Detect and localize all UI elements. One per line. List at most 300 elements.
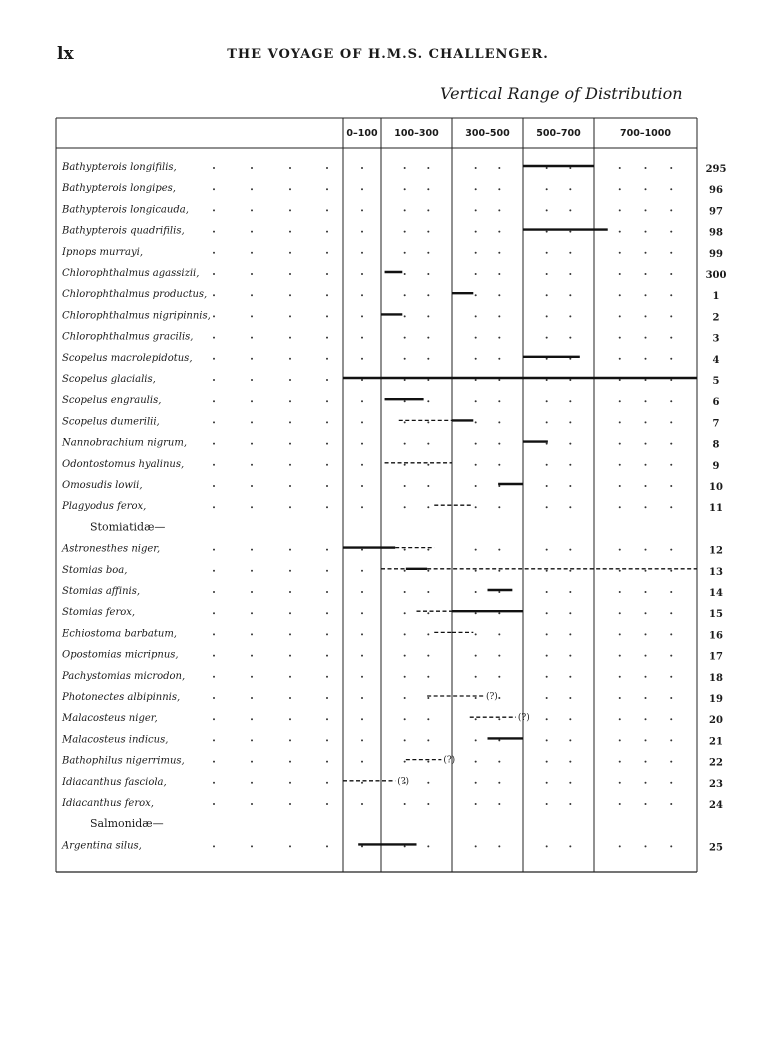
leader-dot <box>546 761 548 763</box>
row-number: 24 <box>709 800 723 811</box>
row-number: 22 <box>709 757 723 769</box>
leader-dot <box>404 570 406 572</box>
leader-dot <box>569 294 571 296</box>
leader-dot <box>427 294 429 296</box>
leader-dot <box>619 294 621 296</box>
leader-dot <box>251 803 253 805</box>
leader-dot <box>427 252 429 254</box>
leader-dot <box>427 464 429 466</box>
leader-dot <box>326 379 328 381</box>
leader-dot <box>498 400 500 402</box>
leader-dot <box>569 782 571 784</box>
leader-dot <box>670 252 672 254</box>
leader-dot <box>619 803 621 805</box>
leader-dot <box>475 443 477 445</box>
leader-dot <box>498 676 500 678</box>
leader-dot <box>619 782 621 784</box>
leader-dot <box>289 188 291 190</box>
leader-dot <box>326 209 328 211</box>
leader-dot <box>670 337 672 339</box>
leader-dot <box>569 485 571 487</box>
leader-dot <box>498 337 500 339</box>
column-headers <box>346 128 671 139</box>
leader-dot <box>427 655 429 657</box>
leader-dot <box>645 273 647 275</box>
leader-dot <box>546 633 548 635</box>
leader-dot <box>361 845 363 847</box>
leader-dot <box>569 676 571 678</box>
leader-dot <box>670 633 672 635</box>
leader-dot <box>670 443 672 445</box>
leader-dot <box>289 612 291 614</box>
species-name: Chlorophthalmus nigripinnis, <box>62 310 211 322</box>
leader-dot <box>361 337 363 339</box>
leader-dot <box>569 315 571 317</box>
leader-dot <box>475 655 477 657</box>
column-header: 700–1000 <box>619 128 672 139</box>
leader-dot <box>475 485 477 487</box>
leader-dot <box>251 337 253 339</box>
leader-dot <box>475 612 477 614</box>
leader-dot <box>251 315 253 317</box>
leader-dot <box>289 845 291 847</box>
leader-dot <box>289 485 291 487</box>
leader-dot <box>289 167 291 169</box>
species-row <box>62 353 720 366</box>
leader-dot <box>670 803 672 805</box>
row-number: 6 <box>712 397 720 409</box>
leader-dot <box>404 231 406 233</box>
leader-dot <box>670 591 672 593</box>
leader-dot <box>361 231 363 233</box>
leader-dot <box>404 209 406 211</box>
leader-dot <box>251 464 253 466</box>
leader-dot <box>475 421 477 423</box>
leader-dot <box>404 655 406 657</box>
leader-dot <box>361 570 363 572</box>
leader-dot <box>404 739 406 741</box>
leader-dot <box>326 739 328 741</box>
leader-dot <box>427 167 429 169</box>
leader-dot <box>645 697 647 699</box>
leader-dot <box>427 782 429 784</box>
leader-dot <box>475 633 477 635</box>
leader-dot <box>475 337 477 339</box>
leader-dot <box>326 443 328 445</box>
leader-dot <box>546 209 548 211</box>
leader-dot <box>326 252 328 254</box>
leader-dot <box>670 421 672 423</box>
leader-dot <box>569 379 571 381</box>
leader-dot <box>213 739 215 741</box>
leader-dot <box>645 358 647 360</box>
leader-dot <box>645 845 647 847</box>
leader-dot <box>645 655 647 657</box>
leader-dot <box>404 485 406 487</box>
leader-dot <box>326 782 328 784</box>
leader-dot <box>361 506 363 508</box>
leader-dot <box>619 485 621 487</box>
leader-dot <box>289 443 291 445</box>
leader-dot <box>670 294 672 296</box>
leader-dot <box>670 315 672 317</box>
leader-dot <box>289 400 291 402</box>
leader-dot <box>475 379 477 381</box>
leader-dot <box>404 633 406 635</box>
leader-dot <box>404 845 406 847</box>
leader-dot <box>569 761 571 763</box>
leader-dot <box>213 337 215 339</box>
leader-dot <box>645 612 647 614</box>
leader-dot <box>404 697 406 699</box>
leader-dot <box>645 570 647 572</box>
leader-dot <box>404 421 406 423</box>
leader-dot <box>213 612 215 614</box>
species-row <box>62 395 720 408</box>
leader-dot <box>670 506 672 508</box>
species-name: Scopelus engraulis, <box>62 395 162 407</box>
species-row <box>61 734 723 747</box>
species-name: Odontostomus hyalinus, <box>62 458 185 470</box>
leader-dot <box>427 591 429 593</box>
leader-dot <box>498 421 500 423</box>
leader-dot <box>569 337 571 339</box>
leader-dot <box>546 782 548 784</box>
leader-dot <box>404 273 406 275</box>
leader-dot <box>404 612 406 614</box>
species-row <box>61 691 723 705</box>
leader-dot <box>546 549 548 551</box>
leader-dot <box>213 231 215 233</box>
leader-dot <box>326 188 328 190</box>
leader-dot <box>289 803 291 805</box>
leader-dot <box>289 655 291 657</box>
leader-dot <box>213 549 215 551</box>
leader-dot <box>619 188 621 190</box>
leader-dot <box>213 252 215 254</box>
species-row <box>62 332 720 345</box>
species-row <box>62 374 720 387</box>
leader-dot <box>251 379 253 381</box>
leader-dot <box>569 188 571 190</box>
species-name: Bathypterois quadrifilis, <box>62 225 185 237</box>
leader-dot <box>213 443 215 445</box>
leader-dot <box>427 209 429 211</box>
leader-dot <box>619 676 621 678</box>
leader-dot <box>326 464 328 466</box>
uncertain-mark: (?) <box>397 776 410 787</box>
leader-dot <box>213 421 215 423</box>
leader-dot <box>498 739 500 741</box>
leader-dot <box>619 697 621 699</box>
family-heading-row <box>90 817 164 830</box>
leader-dot <box>326 570 328 572</box>
species-name: Stomias affinis, <box>62 586 141 597</box>
leader-dot <box>475 739 477 741</box>
leader-dot <box>361 718 363 720</box>
leader-dot <box>670 761 672 763</box>
leader-dot <box>213 655 215 657</box>
row-number: 295 <box>705 164 727 175</box>
species-name: Astronesthes niger, <box>62 543 161 555</box>
row-number: 2 <box>712 312 720 324</box>
leader-dot <box>619 379 621 381</box>
species-row <box>61 671 723 684</box>
leader-dot <box>251 358 253 360</box>
leader-dot <box>475 803 477 805</box>
row-number: 97 <box>709 206 723 218</box>
species-name: Scopelus glacialis, <box>62 374 156 385</box>
leader-dot <box>498 782 500 784</box>
species-row <box>62 459 720 472</box>
leader-dot <box>404 761 406 763</box>
leader-dot <box>427 358 429 360</box>
leader-dot <box>670 209 672 211</box>
leader-dot <box>569 167 571 169</box>
leader-dot <box>619 209 621 211</box>
row-number: 7 <box>712 418 720 430</box>
leader-dot <box>289 379 291 381</box>
species-name: Stomias boa, <box>62 564 128 576</box>
leader-dot <box>645 803 647 805</box>
leader-dot <box>645 633 647 635</box>
leader-dot <box>213 167 215 169</box>
leader-dot <box>569 697 571 699</box>
leader-dot <box>546 421 548 423</box>
column-header: 0–100 <box>346 128 378 139</box>
row-number: 11 <box>709 503 723 515</box>
leader-dot <box>326 273 328 275</box>
species-row <box>61 840 723 853</box>
leader-dot <box>326 718 328 720</box>
leader-dot <box>475 464 477 466</box>
leader-dot <box>645 167 647 169</box>
leader-dot <box>326 591 328 593</box>
leader-dot <box>213 358 215 360</box>
leader-dot <box>289 231 291 233</box>
leader-dot <box>619 252 621 254</box>
leader-dot <box>619 273 621 275</box>
leader-dot <box>427 506 429 508</box>
row-number: 20 <box>709 715 723 727</box>
leader-dot <box>498 443 500 445</box>
leader-dot <box>289 294 291 296</box>
leader-dot <box>475 782 477 784</box>
leader-dot <box>361 379 363 381</box>
species-name: Malacosteus indicus, <box>62 734 169 746</box>
leader-dot <box>670 358 672 360</box>
row-number: 21 <box>709 736 723 748</box>
species-row <box>62 565 723 578</box>
leader-dot <box>213 209 215 211</box>
leader-dot <box>670 655 672 657</box>
leader-dot <box>475 400 477 402</box>
leader-dot <box>326 294 328 296</box>
leader-dot <box>670 273 672 275</box>
leader-dot <box>546 697 548 699</box>
leader-dot <box>251 506 253 508</box>
leader-dot <box>498 209 500 211</box>
row-number: 4 <box>712 354 720 366</box>
species-row <box>62 650 723 663</box>
species-name: Chlorophthalmus productus, <box>62 289 208 301</box>
leader-dot <box>645 782 647 784</box>
row-number: 16 <box>709 630 723 642</box>
leader-dot <box>427 633 429 635</box>
leader-dot <box>361 803 363 805</box>
leader-dot <box>289 570 291 572</box>
column-header: 500–700 <box>536 128 581 139</box>
leader-dot <box>326 655 328 657</box>
leader-dot <box>475 591 477 593</box>
table-body <box>61 162 726 853</box>
leader-dot <box>326 506 328 508</box>
leader-dot <box>326 845 328 847</box>
leader-dot <box>546 188 548 190</box>
leader-dot <box>361 273 363 275</box>
leader-dot <box>569 612 571 614</box>
row-number: 14 <box>709 588 723 599</box>
leader-dot <box>645 421 647 423</box>
leader-dot <box>475 188 477 190</box>
leader-dot <box>213 464 215 466</box>
family-heading-row <box>90 520 165 533</box>
species-row <box>61 247 723 260</box>
leader-dot <box>546 845 548 847</box>
leader-dot <box>251 188 253 190</box>
leader-dot <box>546 485 548 487</box>
leader-dot <box>289 676 291 678</box>
leader-dot <box>546 718 548 720</box>
leader-dot <box>427 697 429 699</box>
leader-dot <box>645 209 647 211</box>
leader-dot <box>498 315 500 317</box>
leader-dot <box>645 591 647 593</box>
row-number: 12 <box>709 545 723 557</box>
leader-dot <box>670 167 672 169</box>
leader-dot <box>213 676 215 678</box>
leader-dot <box>546 400 548 402</box>
leader-dot <box>251 167 253 169</box>
leader-dot <box>645 464 647 466</box>
leader-dot <box>361 633 363 635</box>
species-row <box>61 755 723 769</box>
species-row <box>62 480 723 493</box>
leader-dot <box>326 421 328 423</box>
leader-dot <box>645 337 647 339</box>
leader-dot <box>326 803 328 805</box>
leader-dot <box>361 294 363 296</box>
species-name: Bathypterois longicauda, <box>62 204 189 216</box>
species-name: Argentina silus, <box>62 840 142 852</box>
leader-dot <box>251 612 253 614</box>
leader-dot <box>498 655 500 657</box>
leader-dot <box>361 549 363 551</box>
row-number: 5 <box>712 376 720 387</box>
leader-dot <box>326 400 328 402</box>
species-name: Chlorophthalmus gracilis, <box>62 331 194 343</box>
leader-dot <box>569 252 571 254</box>
species-row <box>61 183 723 196</box>
species-row <box>62 310 720 323</box>
leader-dot <box>546 358 548 360</box>
leader-dot <box>569 464 571 466</box>
leader-dot <box>546 655 548 657</box>
leader-dot <box>546 273 548 275</box>
leader-dot <box>569 209 571 211</box>
leader-dot <box>213 782 215 784</box>
leader-dot <box>213 761 215 763</box>
leader-dot <box>619 633 621 635</box>
leader-dot <box>619 231 621 233</box>
leader-dot <box>670 697 672 699</box>
leader-dot <box>546 676 548 678</box>
leader-dot <box>670 612 672 614</box>
leader-dot <box>289 252 291 254</box>
leader-dot <box>498 379 500 381</box>
species-row <box>62 416 720 429</box>
row-number: 3 <box>712 333 720 345</box>
leader-dot <box>427 485 429 487</box>
leader-dot <box>251 718 253 720</box>
leader-dot <box>326 167 328 169</box>
leader-dot <box>569 739 571 741</box>
leader-dot <box>619 443 621 445</box>
leader-dot <box>498 231 500 233</box>
leader-dot <box>670 400 672 402</box>
leader-dot <box>289 633 291 635</box>
leader-dot <box>326 612 328 614</box>
row-number: 17 <box>709 651 723 663</box>
leader-dot <box>546 231 548 233</box>
leader-dot <box>404 294 406 296</box>
species-row <box>61 712 723 726</box>
leader-dot <box>498 294 500 296</box>
leader-dot <box>569 803 571 805</box>
leader-dot <box>498 506 500 508</box>
leader-dot <box>427 337 429 339</box>
leader-dot <box>546 803 548 805</box>
leader-dot <box>546 167 548 169</box>
leader-dot <box>427 803 429 805</box>
leader-dot <box>213 633 215 635</box>
leader-dot <box>361 612 363 614</box>
leader-dot <box>427 315 429 317</box>
leader-dot <box>251 591 253 593</box>
leader-dot <box>475 252 477 254</box>
species-name: Scopelus macrolepidotus, <box>62 352 193 364</box>
species-row <box>62 607 723 620</box>
leader-dot <box>498 464 500 466</box>
leader-dot <box>404 379 406 381</box>
column-header: 100–300 <box>394 128 439 139</box>
leader-dot <box>326 315 328 317</box>
leader-dot <box>645 252 647 254</box>
leader-dot <box>546 506 548 508</box>
leader-dot <box>289 591 291 593</box>
leader-dot <box>619 655 621 657</box>
leader-dot <box>251 739 253 741</box>
leader-dot <box>670 676 672 678</box>
species-row <box>62 268 726 281</box>
species-name: Nannobrachium nigrum, <box>62 437 188 449</box>
leader-dot <box>361 209 363 211</box>
species-row <box>61 501 723 514</box>
leader-dot <box>475 718 477 720</box>
leader-dot <box>289 421 291 423</box>
leader-dot <box>213 315 215 317</box>
leader-dot <box>498 188 500 190</box>
